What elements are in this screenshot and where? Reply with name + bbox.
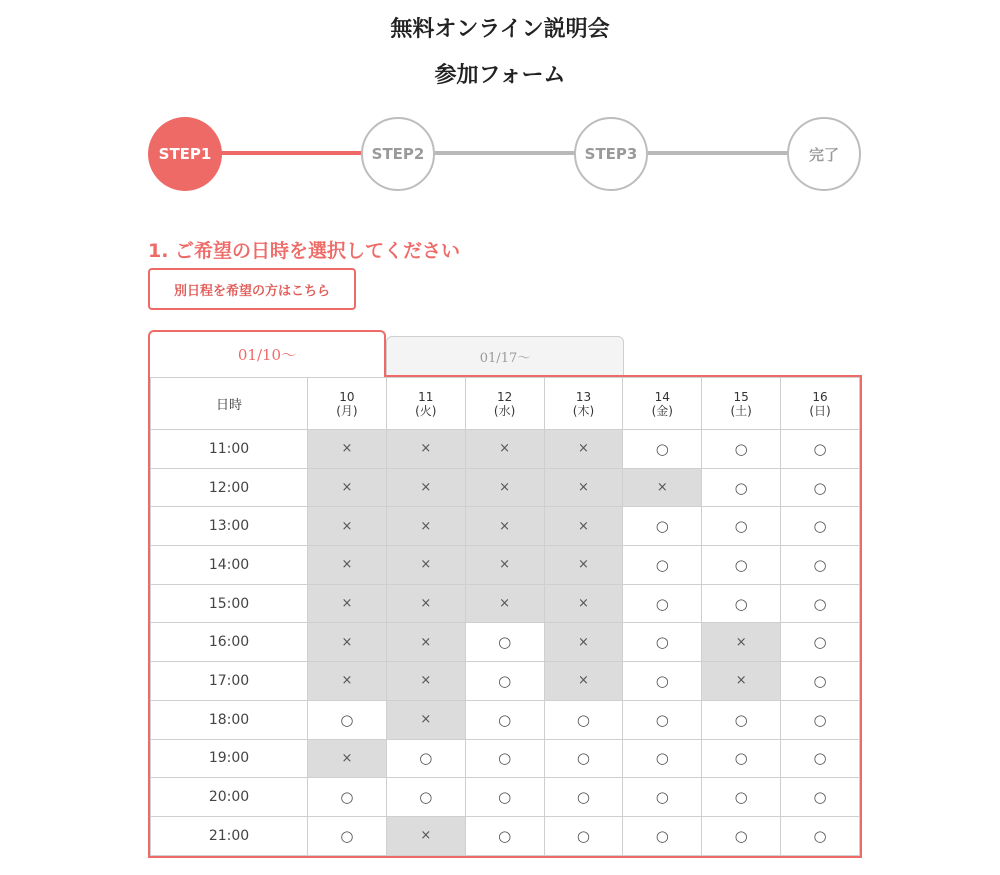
tab-week-0110[interactable]: 01/10〜 <box>148 330 386 377</box>
slot-available[interactable]: ○ <box>781 623 860 662</box>
slot-available[interactable]: ○ <box>781 739 860 778</box>
slot-unavailable: × <box>465 507 544 546</box>
step-connector-1 <box>220 151 365 155</box>
slot-available[interactable]: ○ <box>308 816 387 855</box>
slot-unavailable: × <box>308 662 387 701</box>
day-number: 14 <box>654 389 670 404</box>
day-header <box>781 378 860 430</box>
slot-available[interactable]: ○ <box>702 584 781 623</box>
time-row <box>151 662 860 701</box>
slot-available[interactable]: ○ <box>465 623 544 662</box>
time-row <box>151 507 860 546</box>
schedule-table <box>148 375 862 858</box>
slot-unavailable: × <box>465 430 544 469</box>
slot-available[interactable]: ○ <box>781 778 860 817</box>
time-label: 18:00 <box>151 700 308 739</box>
slot-available[interactable]: ○ <box>623 662 702 701</box>
slot-unavailable: × <box>465 546 544 585</box>
slot-available[interactable]: ○ <box>702 739 781 778</box>
day-weekday: (水) <box>493 403 516 418</box>
time-row <box>151 739 860 778</box>
slot-available[interactable]: ○ <box>702 700 781 739</box>
time-label: 11:00 <box>151 430 308 469</box>
slot-unavailable: × <box>544 507 623 546</box>
slot-available[interactable]: ○ <box>623 700 702 739</box>
slot-available[interactable]: ○ <box>781 468 860 507</box>
day-header <box>465 378 544 430</box>
slot-unavailable: × <box>386 662 465 701</box>
slot-unavailable: × <box>465 468 544 507</box>
slot-unavailable: × <box>544 584 623 623</box>
slot-available[interactable]: ○ <box>544 739 623 778</box>
step-connector-2 <box>435 151 580 155</box>
slot-available[interactable]: ○ <box>781 546 860 585</box>
slot-available[interactable]: ○ <box>465 739 544 778</box>
day-header <box>623 378 702 430</box>
time-label: 14:00 <box>151 546 308 585</box>
section-heading: 1. ご希望の日時を選択してください <box>148 240 461 262</box>
alternate-date-button[interactable]: 別日程を希望の方はこちら <box>148 268 356 310</box>
slot-available[interactable]: ○ <box>702 816 781 855</box>
day-header <box>308 378 387 430</box>
time-row <box>151 700 860 739</box>
slot-unavailable: × <box>308 468 387 507</box>
schedule-body <box>151 430 860 856</box>
slot-available[interactable]: ○ <box>465 816 544 855</box>
day-number: 12 <box>496 389 513 404</box>
time-label: 16:00 <box>151 623 308 662</box>
page-subtitle: 参加フォーム <box>434 63 566 88</box>
day-weekday: (火) <box>415 403 437 418</box>
time-label: 20:00 <box>151 778 308 817</box>
slot-unavailable: × <box>702 662 781 701</box>
slot-unavailable: × <box>386 700 465 739</box>
slot-available[interactable]: ○ <box>781 700 860 739</box>
day-weekday: (金) <box>651 403 673 418</box>
slot-unavailable: × <box>386 546 465 585</box>
slot-available[interactable]: ○ <box>308 700 387 739</box>
day-header <box>544 378 623 430</box>
slot-available[interactable]: ○ <box>308 778 387 817</box>
slot-available[interactable]: ○ <box>702 778 781 817</box>
day-weekday: (日) <box>809 403 831 418</box>
day-number: 11 <box>418 389 434 404</box>
slot-available[interactable]: ○ <box>781 816 860 855</box>
progress-stepper <box>0 0 1000 200</box>
slot-available[interactable]: ○ <box>781 662 860 701</box>
day-weekday: (木) <box>572 403 595 418</box>
slot-available[interactable]: ○ <box>781 430 860 469</box>
slot-available[interactable]: ○ <box>702 430 781 469</box>
slot-unavailable: × <box>308 623 387 662</box>
slot-available[interactable]: ○ <box>623 430 702 469</box>
time-row <box>151 816 860 855</box>
slot-unavailable: × <box>544 662 623 701</box>
time-label: 17:00 <box>151 662 308 701</box>
day-header <box>702 378 781 430</box>
time-row <box>151 623 860 662</box>
slot-unavailable: × <box>386 430 465 469</box>
step-2 <box>361 117 435 191</box>
slot-available[interactable]: ○ <box>623 816 702 855</box>
slot-available[interactable]: ○ <box>781 507 860 546</box>
time-row <box>151 430 860 469</box>
slot-unavailable: × <box>544 430 623 469</box>
day-weekday: (土) <box>730 403 752 418</box>
slot-unavailable: × <box>308 507 387 546</box>
time-row <box>151 468 860 507</box>
day-number: 15 <box>733 389 749 404</box>
slot-unavailable: × <box>386 468 465 507</box>
slot-available[interactable]: ○ <box>623 623 702 662</box>
page-title: 無料オンライン説明会 <box>390 17 610 42</box>
slot-available[interactable]: ○ <box>623 584 702 623</box>
step-1-label: STEP1 <box>158 145 212 163</box>
time-row <box>151 584 860 623</box>
schedule-header-row <box>151 378 860 430</box>
slot-available[interactable]: ○ <box>702 507 781 546</box>
slot-available[interactable]: ○ <box>544 816 623 855</box>
slot-available[interactable]: ○ <box>465 700 544 739</box>
step-1 <box>148 117 222 191</box>
slot-unavailable: × <box>623 468 702 507</box>
slot-unavailable: × <box>386 623 465 662</box>
slot-available[interactable]: ○ <box>465 662 544 701</box>
step-complete <box>787 117 861 191</box>
slot-available[interactable]: ○ <box>623 778 702 817</box>
day-weekday: (月) <box>336 403 358 418</box>
time-label: 12:00 <box>151 468 308 507</box>
step-3 <box>574 117 648 191</box>
slot-unavailable: × <box>308 430 387 469</box>
tab-week-0117[interactable]: 01/17〜 <box>386 336 624 375</box>
time-label: 21:00 <box>151 816 308 855</box>
slot-unavailable: × <box>702 623 781 662</box>
slot-unavailable: × <box>386 816 465 855</box>
day-number: 13 <box>575 389 592 404</box>
time-row <box>151 778 860 817</box>
slot-unavailable: × <box>465 584 544 623</box>
slot-unavailable: × <box>308 739 387 778</box>
slot-available[interactable]: ○ <box>386 778 465 817</box>
slot-unavailable: × <box>308 546 387 585</box>
day-header <box>386 378 465 430</box>
slot-available[interactable]: ○ <box>544 778 623 817</box>
slot-available[interactable]: ○ <box>702 546 781 585</box>
time-label: 13:00 <box>151 507 308 546</box>
time-label: 19:00 <box>151 739 308 778</box>
slot-unavailable: × <box>544 623 623 662</box>
slot-unavailable: × <box>544 468 623 507</box>
time-label: 15:00 <box>151 584 308 623</box>
time-row <box>151 546 860 585</box>
datetime-header: 日時 <box>151 378 308 430</box>
slot-available[interactable]: ○ <box>781 584 860 623</box>
step-connector-3 <box>648 151 793 155</box>
slot-available[interactable]: ○ <box>623 739 702 778</box>
slot-available[interactable]: ○ <box>544 700 623 739</box>
day-number: 16 <box>812 389 828 404</box>
slot-available[interactable]: ○ <box>465 778 544 817</box>
slot-available[interactable]: ○ <box>623 507 702 546</box>
step-3-label: STEP3 <box>584 145 638 163</box>
day-number: 10 <box>339 389 355 404</box>
slot-available[interactable]: ○ <box>702 468 781 507</box>
step-complete-label: 完了 <box>808 145 839 164</box>
slot-unavailable: × <box>386 584 465 623</box>
slot-available[interactable]: ○ <box>386 739 465 778</box>
slot-available[interactable]: ○ <box>623 546 702 585</box>
slot-unavailable: × <box>544 546 623 585</box>
slot-unavailable: × <box>308 584 387 623</box>
slot-unavailable: × <box>386 507 465 546</box>
step-2-label: STEP2 <box>371 145 425 163</box>
